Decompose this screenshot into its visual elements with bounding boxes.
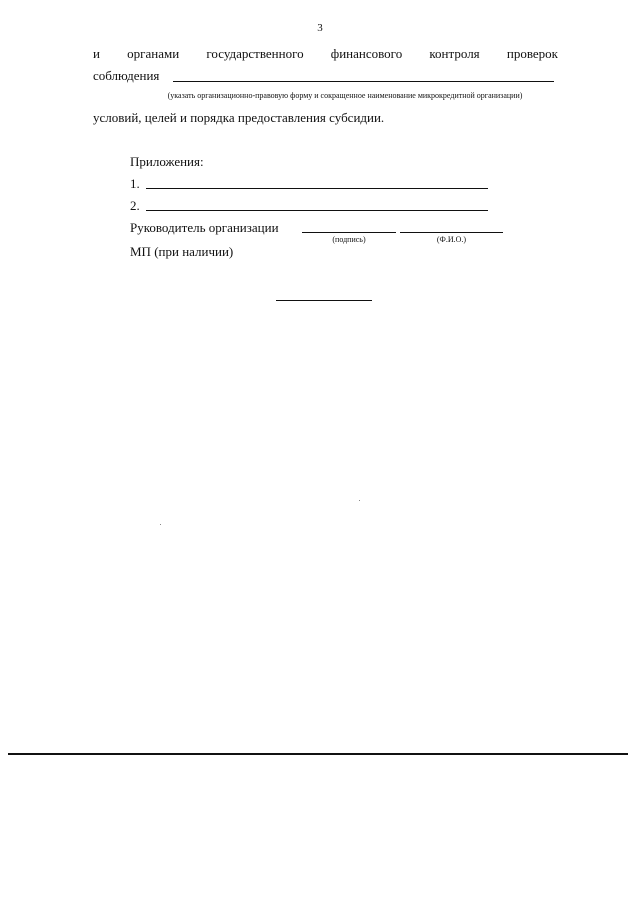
- seal-label: МП (при наличии): [130, 244, 234, 259]
- paragraph-line-1: [93, 46, 558, 62]
- word: и: [93, 46, 100, 61]
- attachments-title: Приложения:: [130, 154, 204, 169]
- organization-name-blank: [173, 81, 554, 82]
- scan-speck: [160, 524, 161, 525]
- attachment-item-1-blank: [146, 188, 488, 189]
- attachment-item-2-blank: [146, 210, 488, 211]
- attachment-item-2-label: 2.: [130, 198, 140, 213]
- word: государственного: [206, 46, 304, 61]
- paragraph-line-3: условий, целей и порядка предоставления субсидии.: [93, 110, 385, 125]
- full-name-blank: [400, 232, 503, 233]
- word: финансового: [330, 46, 403, 61]
- organization-name-hint: (указать организационно-правовую форму и сокращенное наименование микрокредитной организации): [167, 91, 523, 100]
- signature-hint: (подпись): [332, 235, 366, 244]
- word: контроля: [429, 46, 480, 61]
- page-number: 3: [317, 22, 323, 34]
- scan-speck: [359, 500, 360, 501]
- paragraph-line-2-label: соблюдения: [93, 68, 160, 83]
- word: проверок: [506, 46, 558, 61]
- document-end-rule: [276, 300, 372, 301]
- word: органами: [127, 46, 180, 61]
- full-name-hint: (Ф.И.О.): [436, 235, 467, 244]
- signature-blank: [302, 232, 396, 233]
- attachment-item-1-label: 1.: [130, 176, 140, 191]
- head-of-organization-label: Руководитель организации: [130, 220, 279, 235]
- page-bottom-rule: [8, 753, 628, 755]
